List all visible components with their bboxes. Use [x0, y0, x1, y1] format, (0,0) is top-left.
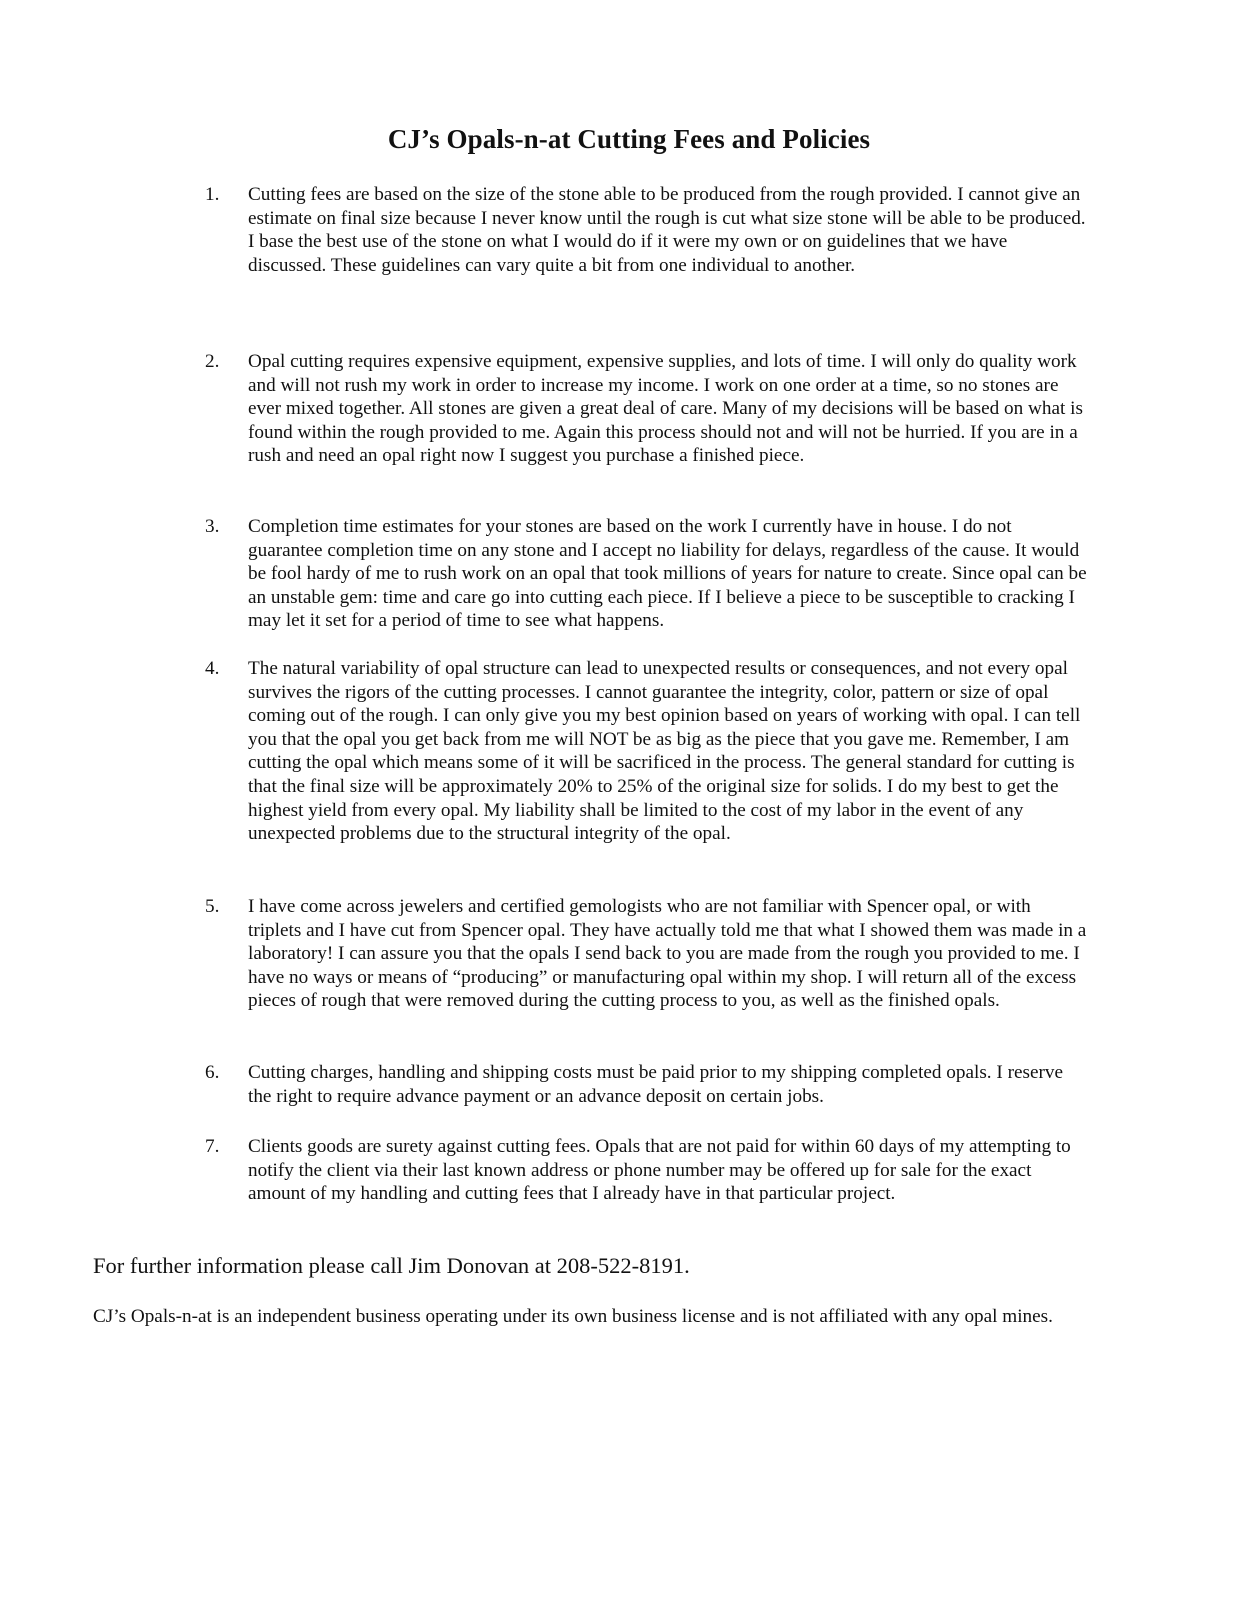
policy-number: 2. [205, 351, 220, 372]
policy-text: Clients goods are surety against cutting fees. Opals that are not paid for within 60 days of my attempting to notify the client via their last known address or phone number may be offered up for sale for the exact amount of my handling and cutting fees that I already have in that particular project. [248, 1136, 1071, 1205]
policy-text: I have come across jewelers and certified gemologists who are not familiar with Spencer opal, or with triplets and I have cut from Spencer opal. They have actually told me that what I showed them was made in a laboratory! I can assure you that the opals I send back to you are made from the rough you provided to me. I have no ways or means of “producing” or manufacturing opal within my shop. I will return all of the excess pieces of rough that were removed during the cutting process to you, as well as the finished opals. [248, 896, 1087, 1012]
policy-number: 3. [205, 516, 220, 537]
policy-text: Opal cutting requires expensive equipment, expensive supplies, and lots of time. I will only do quality work and will not rush my work in order to increase my income. I work on one order at a time, so no stones are ever mixed together. All stones are given a great deal of care. Many of my decisions will be based on what is found within the rough provided to me. Again this process should not and will not be hurried. If you are in a rush and need an opal right now I suggest you purchase a finished piece. [248, 351, 1083, 467]
policy-number: 1. [205, 184, 220, 205]
policy-text: The natural variability of opal structure can lead to unexpected results or consequences, and not every opal survives the rigors of the cutting processes. I cannot guarantee the integrity, color, pattern or size of opal coming out of the rough. I can only give you my best opinion based on years of working with opal. I can tell you that the opal you get back from me will NOT be as big as the piece that you gave me. Remember, I am cutting the opal which means some of it will be sacrificed in the process. The general standard for cutting is that the final size will be approximately 20% to 25% of the original size for solids. I do my best to get the highest yield from every opal. My liability shall be limited to the cost of my labor in the event of any unexpected problems due to the structural integrity of the opal. [248, 658, 1081, 845]
disclaimer: CJ’s Opals-n-at is an independent business operating under its own business license and is not affiliated with any opal mines. [93, 1306, 1053, 1327]
page-title: CJ’s Opals-n-at Cutting Fees and Policies [387, 124, 871, 154]
policy-number: 7. [205, 1136, 220, 1157]
policy-number: 6. [205, 1062, 220, 1083]
policy-text: Cutting fees are based on the size of the stone able to be produced from the rough provided. I cannot give an estimate on final size because I never know until the rough is cut what size stone will be able to be produced. I base the best use of the stone on what I would do if it were my own or on guidelines that we have discussed. These guidelines can vary quite a bit from one individual to another. [248, 184, 1086, 276]
policy-number: 5. [205, 896, 220, 917]
policy-text: Cutting charges, handling and shipping costs must be paid prior to my shipping completed opals. I reserve the right to require advance payment or an advance deposit on certain jobs. [248, 1062, 1063, 1107]
contact-info: For further information please call Jim Donovan at 208-522-8191. [93, 1253, 690, 1278]
policy-text: Completion time estimates for your stones are based on the work I currently have in house. I do not guarantee completion time on any stone and I accept no liability for delays, regardless of the cause. It would be fool hardy of me to rush work on an opal that took millions of years for nature to create. Since opal can be an unstable gem: time and care go into cutting each piece. If I believe a piece to be susceptible to cracking I may let it set for a period of time to see what happens. [248, 516, 1087, 632]
policy-number: 4. [205, 658, 220, 679]
